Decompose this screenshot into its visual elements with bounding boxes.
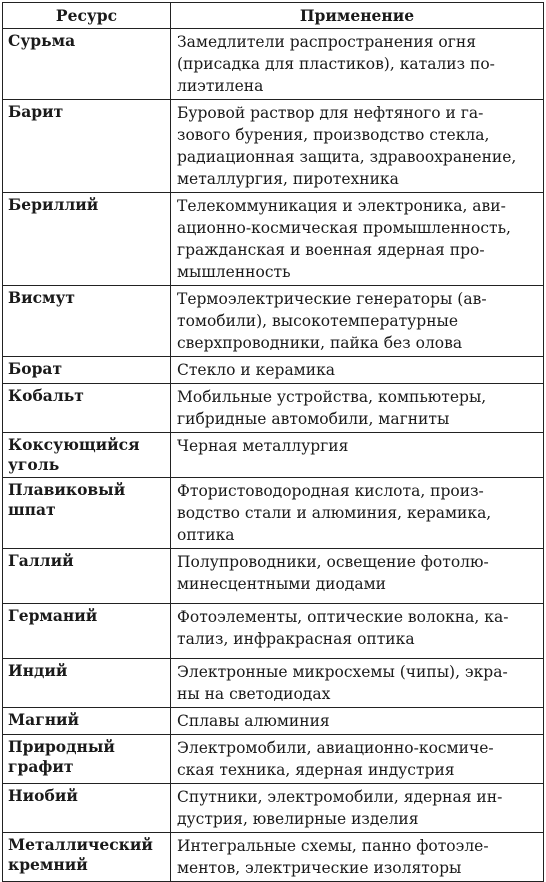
resource-cell: Коксующийся уголь <box>3 433 171 478</box>
resource-cell: Сурьма <box>3 29 171 100</box>
table-body <box>3 29 544 882</box>
application-cell: Черная металлургия <box>171 433 544 478</box>
table-row <box>3 193 544 286</box>
resource-cell: Кобальт <box>3 384 171 433</box>
application-cell: Интегральные схемы, панно фотоэле- ментов, электрические изоляторы <box>171 833 544 882</box>
resource-cell: Германий <box>3 604 171 659</box>
resource-cell: Магний <box>3 708 171 735</box>
resource-cell: Металлический кремний <box>3 833 171 882</box>
resource-cell: Природный графит <box>3 735 171 784</box>
table-row <box>3 659 544 708</box>
application-cell: Термоэлектрические генераторы (ав- томобили), высокотемпературные сверхпроводники, пайка без олова <box>171 286 544 357</box>
table-row <box>3 433 544 478</box>
table-row <box>3 478 544 549</box>
table-row <box>3 604 544 659</box>
application-cell: Сплавы алюминия <box>171 708 544 735</box>
resource-cell: Индий <box>3 659 171 708</box>
column-header-application: Применение <box>171 3 544 29</box>
table-row <box>3 708 544 735</box>
table-row <box>3 286 544 357</box>
table-row <box>3 384 544 433</box>
application-cell: Фотоэлементы, оптические волокна, ка- тализ, инфракрасная оптика <box>171 604 544 659</box>
application-cell: Спутники, электромобили, ядерная ин- дустрия, ювелирные изделия <box>171 784 544 833</box>
resource-cell: Плавиковый шпат <box>3 478 171 549</box>
resource-cell: Ниобий <box>3 784 171 833</box>
application-cell: Электромобили, авиационно-космиче- ская техника, ядерная индустрия <box>171 735 544 784</box>
table-row <box>3 100 544 193</box>
application-cell: Полупроводники, освещение фотолю- минесцентными диодами <box>171 549 544 604</box>
application-cell: Замедлители распространения огня (присадка для пластиков), катализ по- лиэтилена <box>171 29 544 100</box>
table-row <box>3 784 544 833</box>
resource-cell: Борат <box>3 357 171 384</box>
table-header <box>3 3 544 29</box>
table-row <box>3 357 544 384</box>
table-row <box>3 735 544 784</box>
resource-cell: Галлий <box>3 549 171 604</box>
application-cell: Стекло и керамика <box>171 357 544 384</box>
application-cell: Фтористоводородная кислота, произ- водство стали и алюминия, керамика, оптика <box>171 478 544 549</box>
application-cell: Буровой раствор для нефтяного и га- зового бурения, производство стекла, радиационная защита, здравоохранение, металлургия, пиротехника <box>171 100 544 193</box>
resource-cell: Висмут <box>3 286 171 357</box>
table-row <box>3 549 544 604</box>
application-cell: Телекоммуникация и электроника, ави- ационно-космическая промышленность, гражданская и военная ядерная про- мышленность <box>171 193 544 286</box>
resource-cell: Бериллий <box>3 193 171 286</box>
resource-cell: Барит <box>3 100 171 193</box>
resources-table <box>2 2 544 882</box>
column-header-resource: Ресурс <box>3 3 171 29</box>
table-row <box>3 29 544 100</box>
table-row <box>3 833 544 882</box>
application-cell: Мобильные устройства, компьютеры, гибридные автомобили, магниты <box>171 384 544 433</box>
header-row <box>3 3 544 29</box>
application-cell: Электронные микросхемы (чипы), экра- ны на светодиодах <box>171 659 544 708</box>
